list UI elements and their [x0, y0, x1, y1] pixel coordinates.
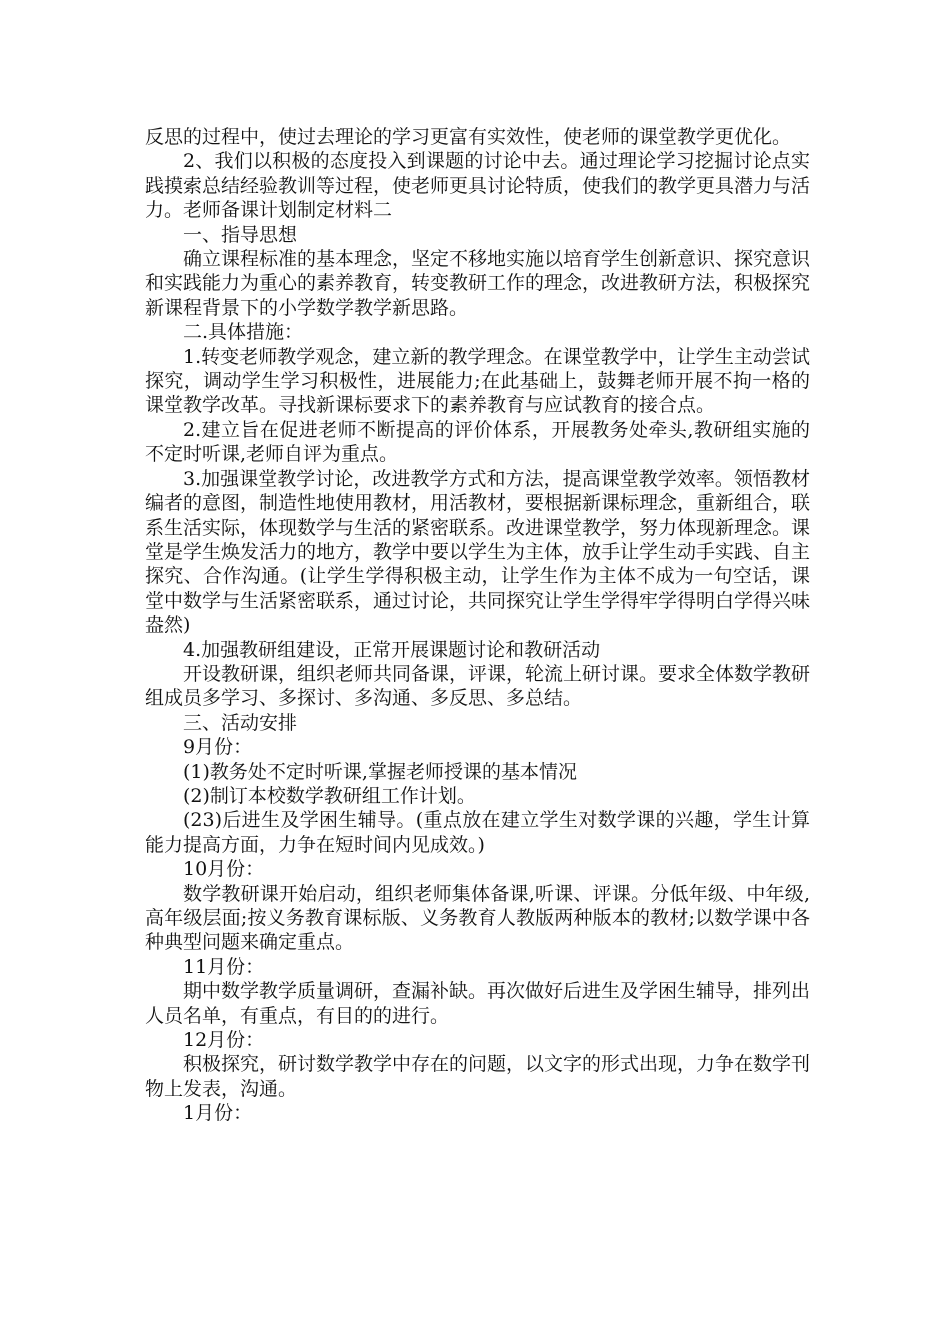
measure-item-3: 3.加强课堂教学讨论，改进教学方式和方法，提高课堂教学效率。领悟教材编者的意图，制造性地使用教材，用活教材，要根据新课标理念，重新组合，联系生活实际，体现数学与生活的紧密联系。改进课堂教学，努力体现新理念。课堂是学生焕发活力的地方，教学中要以学生为主体，放手让学生动手实践、自主探究、合作沟通。(让学生学得积极主动，让学生作为主体不成为一句空话，课堂中数学与生活紧密联系，通过讨论，共同探究让学生学得牢学得明白学得兴味盎然)	[145, 467, 811, 637]
month-heading-december: 12月份：	[183, 1029, 265, 1052]
measure-item-2: 2.建立旨在促进老师不断提高的评价体系，开展教务处牵头,教研组实施的不定时听课,老师自评为重点。	[145, 418, 810, 466]
september-item-2: (2)制订本校数学教研组工作计划。	[183, 784, 476, 807]
paragraph-1: 反思的过程中，使过去理论的学习更富有实效性，使老师的课堂教学更优化。	[145, 126, 792, 148]
september-item-3: (23)后进生及学困生辅导。(重点放在建立学生对数学课的兴趣，学生计算能力提高方面，力争在短时间内见成效。)	[145, 809, 810, 856]
section-heading-measures: 二.具体措施：	[183, 321, 304, 344]
month-heading-october: 10月份：	[183, 858, 265, 881]
september-item-1: (1)教务处不定时听课,掌握老师授课的基本情况	[183, 760, 577, 783]
paragraph-guiding-thought: 确立课程标准的基本理念，坚定不移地实施以培育学生创新意识、探究意识和实践能力为重心的素养教育，转变教研工作的理念，改进教研方法，积极探究新课程背景下的小学数学教学新思路。	[145, 248, 811, 319]
december-content: 积极探究，研讨数学教学中存在的问题，以文字的形式出现，力争在数学刊物上发表，沟通。	[145, 1053, 811, 1100]
month-heading-january: 1月份：	[183, 1102, 253, 1125]
month-heading-september: 9月份：	[183, 736, 253, 759]
section-heading-schedule: 三、活动安排	[183, 711, 298, 734]
measure-item-4: 4.加强教研组建设，正常开展课题讨论和教研活动	[183, 638, 601, 661]
october-content: 数学教研课开始启动，组织老师集体备课,听课、评课。分低年级、中年级,高年级层面;按义务教育课标版、义务教育人教版两种版本的教材;以数学课中各种典型问题来确定重点。	[145, 882, 810, 954]
november-content: 期中数学教学质量调研，查漏补缺。再次做好后进生及学困生辅导，排列出人员名单，有重点，有目的的进行。	[145, 980, 811, 1027]
measure-item-1: 1.转变老师教学观念，建立新的教学理念。在课堂教学中，让学生主动尝试探究，调动学生学习积极性，进展能力;在此基础上，鼓舞老师开展不拘一格的课堂教学改革。寻找新课标要求下的素养教育与应试教育的接合点。	[145, 345, 810, 417]
document-body	[145, 125, 810, 1126]
paragraph-2: 2、我们以积极的态度投入到课题的讨论中去。通过理论学习挖掘讨论点实践摸索总结经验教训等过程，使老师更具讨论特质，使我们的教学更具潜力与活力。老师备课计划制定材料二	[145, 150, 811, 222]
section-heading-guiding-thought: 一、指导思想	[183, 223, 298, 246]
paragraph-research-class: 开设教研课，组织老师共同备课，评课，轮流上研讨课。要求全体数学教研组成员多学习、多探讨、多沟通、多反思、多总结。	[145, 662, 811, 710]
month-heading-november: 11月份：	[183, 955, 265, 978]
